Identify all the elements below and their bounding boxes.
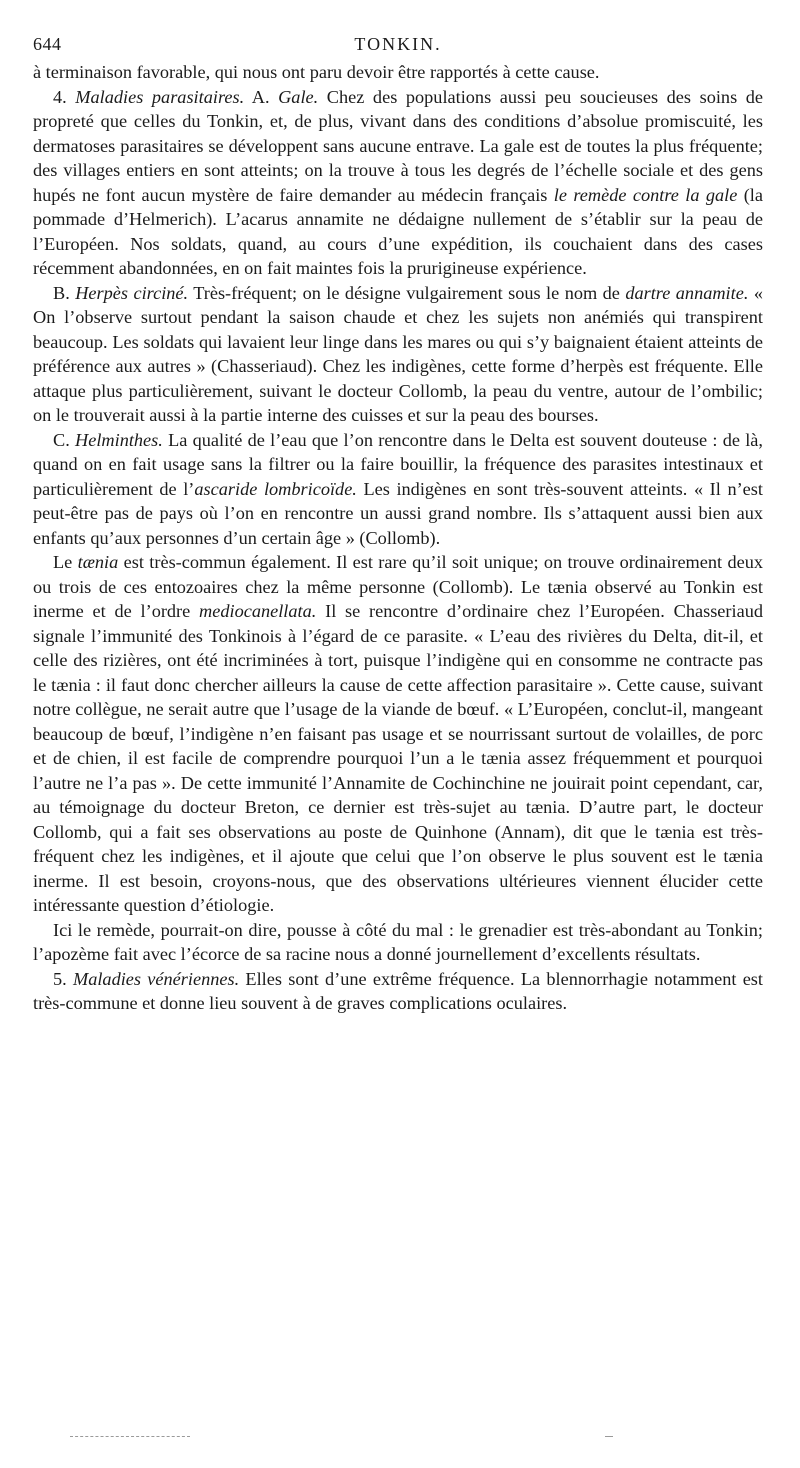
page-header	[33, 30, 763, 60]
text-run: 4.	[53, 86, 76, 107]
paragraph	[33, 967, 763, 1016]
italic-run: ascaride lombricoïde.	[194, 478, 357, 499]
text-run: « On l’observe surtout pendant la saison chaude et chez les sujets non anémiés qui transpirent beaucoup. Les soldats qui lavaient leur linge dans les mares ou qui s’y baignaient étaient atteints de préférence aux autres » (Chasseriaud). Chez les indigènes, cette forme d’herpès est fréquente. Elle attaque plus particulièrement, suivant le docteur Collomb, la peau du ventre, autour de l’ombilic; on le trouverait aussi à la partie interne des cuisses et sur la peau des bourses.	[33, 282, 763, 425]
italic-run: tænia	[77, 552, 119, 572]
footer-dash-left	[70, 1436, 190, 1437]
paragraph	[33, 550, 763, 918]
text-run: 5.	[53, 968, 73, 989]
paragraph	[33, 281, 763, 428]
text-run: B.	[53, 282, 76, 303]
paragraph	[33, 428, 763, 551]
italic-run: Maladies vénériennes.	[72, 968, 240, 989]
text-run: à terminaison favorable, qui nous ont paru devoir être rapportés à cette cause.	[33, 62, 600, 82]
text-run: Chez des populations aussi peu soucieuses des soins de propreté que celles du Tonkin, et, de plus, vivant dans des conditions d’absolue promiscuité, les dermatoses parasitaires se développent sans aucune entrave. La gale est de toutes la plus fréquente; des villages entiers en sont atteints; on la trouve à tous les degrés de l’échelle sociale et des gens hupés ne font aucun mystère de faire demander au médecin français	[33, 86, 764, 205]
italic-run: Helminthes.	[75, 429, 163, 450]
text-run: est très-commun également. Il est rare qu’il soit unique; on trouve ordinairement deux ou trois de ces entozoaires chez la même personne (Collomb). Le tænia observé au Tonkin est inerme et de l’ordre	[33, 552, 764, 621]
page-footer-rule	[70, 1436, 630, 1438]
text-run: Les indigènes en sont très-souvent atteints. « Il n’est peut-être pas de pays où l’on en rencontre un aussi grand nombre. Ils s’attaquent aussi bien aux enfants qu’aux personnes d’un certain âge » (Collomb).	[33, 478, 763, 548]
italic-run: le remède contre la gale	[553, 184, 738, 205]
text-run: Elles sont d’une extrême fréquence. La blennorrhagie notamment est très-commune et donne lieu souvent à de graves complications oculaires.	[33, 968, 764, 1013]
italic-run: Maladies parasitaires.	[75, 86, 245, 107]
body-text	[33, 60, 763, 1016]
running-title: TONKIN.	[354, 34, 442, 54]
book-page	[33, 30, 763, 1016]
text-run: A.	[244, 86, 279, 107]
text-run: Très-fréquent; on le désigne vulgairement sous le nom de	[188, 282, 626, 303]
text-run: Il se rencontre d’ordinaire chez l’Européen. Chasseriaud signale l’immunité des Tonkinois à l’égard de ce parasite. « L’eau des rivières du Delta, dit-il, et celle des rizières, ont été incriminées à tort, puisque l’indigène qui en consomme ne contracte pas le tænia : il faut donc chercher ailleurs la cause de cette affection parasitaire ». Cette cause, suivant notre collègue, ne serait autre que l’usage de la viande de bœuf. « L’Européen, conclut-il, mangeant beaucoup de bœuf, l’indigène n’en faisant pas usage et se nourrissant surtout de volailles, de porc et de chien, il est facile de comprendre pourquoi l’un a le tænia assez fréquemment et pourquoi l’autre ne l’a pas ». De cette immunité l’Annamite de Cochinchine ne jouirait point cependant, car, au témoignage du docteur Breton, ce dernier est très-sujet au tænia. D’autre part, le docteur Collomb, qui a fait ses observations au poste de Quinhone (Annam), dit que le tænia est très-fréquent chez les indigènes, et il ajoute que celui que l’on observe le plus souvent est le tænia inerme. Il est besoin, croyons-nous, que des observations ultérieures viennent élucider cette intéressante question d’étiologie.	[33, 601, 763, 915]
italic-run: Herpès circiné.	[75, 282, 189, 303]
italic-run: dartre annamite.	[625, 282, 749, 303]
italic-run: Gale.	[278, 86, 319, 107]
page-number: 644	[33, 34, 62, 54]
text-run: Le	[53, 552, 78, 572]
text-run: (la pommade d’Helmerich). L’acarus annamite ne dédaigne nullement de s’établir sur la peau de l’Européen. Nos soldats, quand, au cours d’une expédition, ils couchaient dans des cases récemment abandonnées, en on fait maintes fois la prurigineuse expérience.	[33, 184, 763, 278]
paragraph	[33, 918, 763, 967]
footer-dash-right	[605, 1436, 613, 1437]
paragraph	[33, 85, 763, 281]
text-run: C.	[53, 429, 76, 450]
italic-run: mediocanellata.	[199, 601, 317, 621]
text-run: La qualité de l’eau que l’on rencontre dans le Delta est souvent douteuse : de là, quand on en fait usage sans la filtrer ou la faire bouillir, la fréquence des parasites intestinaux et particulièrement de l’	[33, 429, 763, 499]
paragraph	[33, 60, 763, 85]
text-run: Ici le remède, pourrait-on dire, pousse à côté du mal : le grenadier est très-abondant au Tonkin; l’apozème fait avec l’écorce de sa racine nous a donné journellement d’excellents résultats.	[33, 919, 763, 964]
